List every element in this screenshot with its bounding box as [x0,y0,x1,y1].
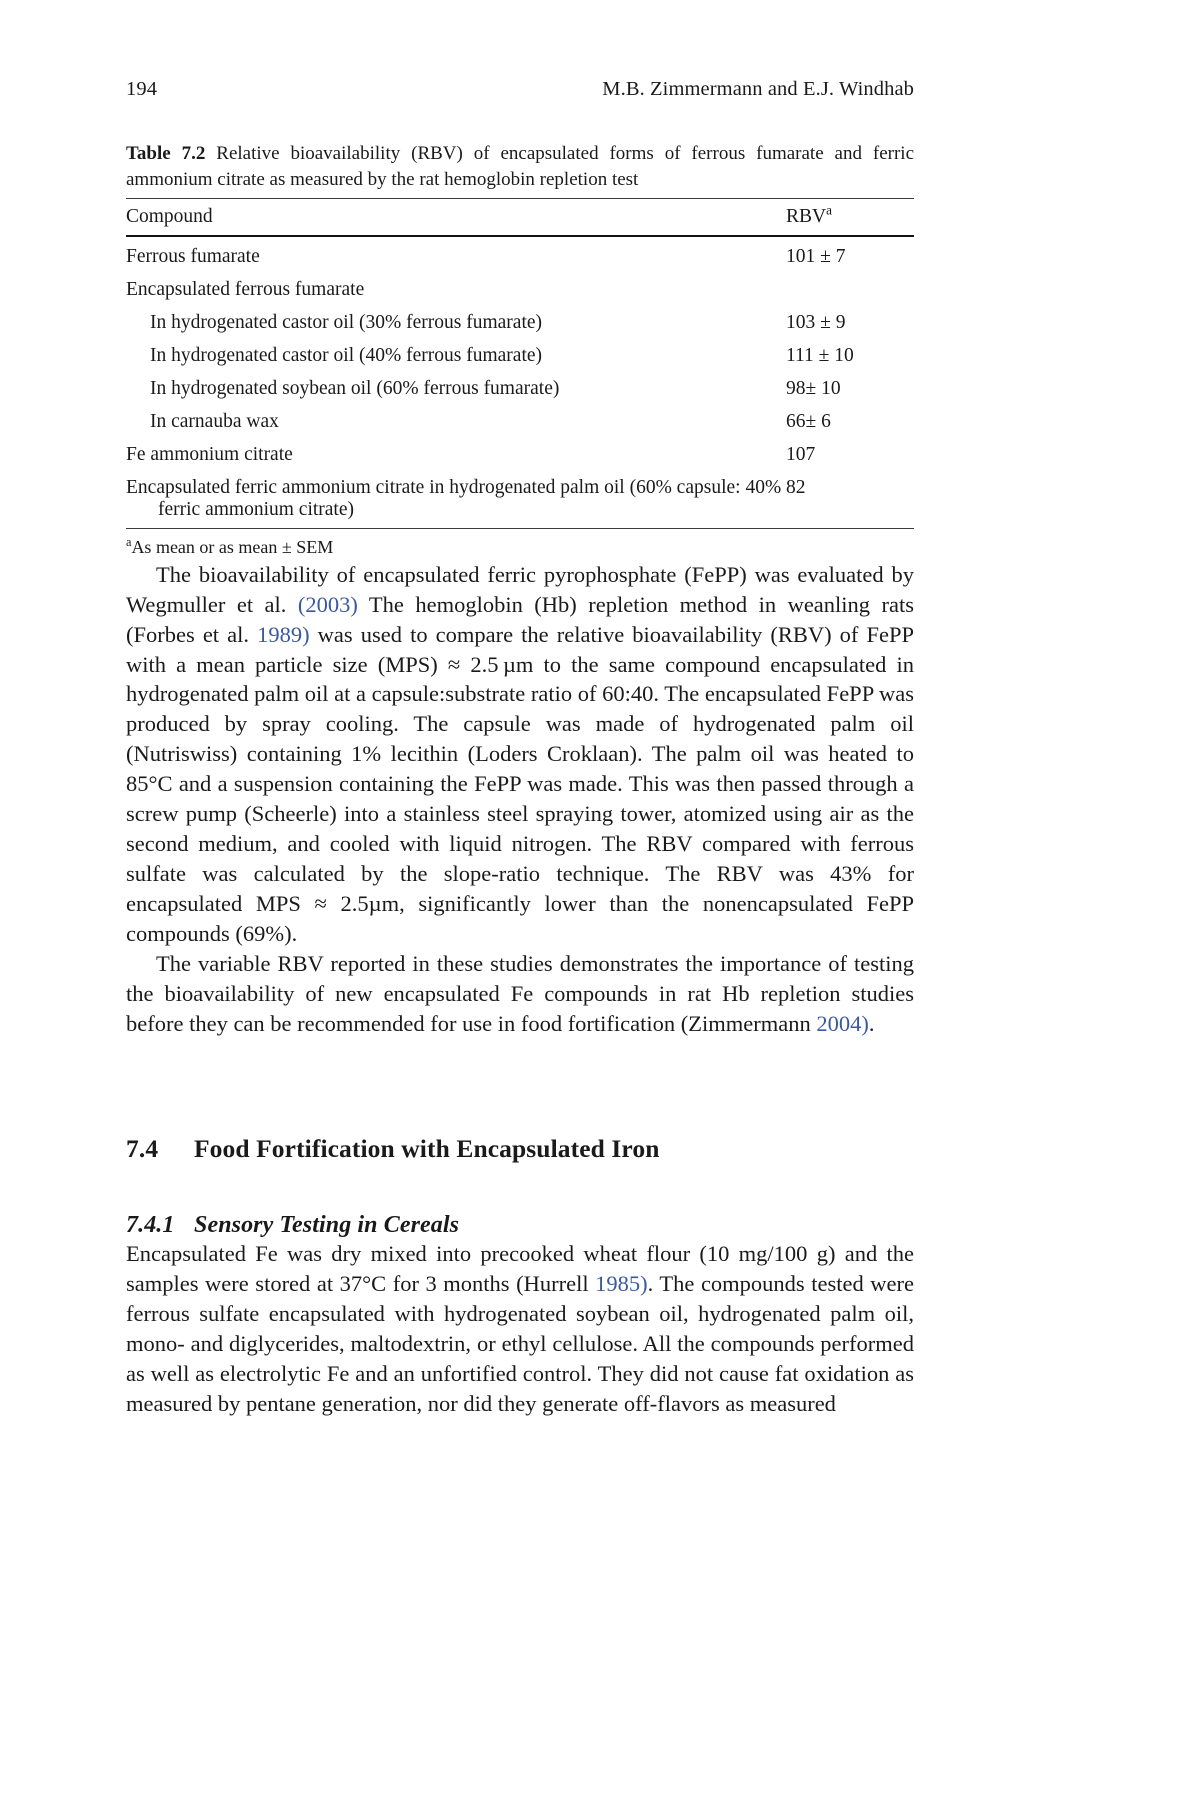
table-row [126,472,914,529]
paragraph-text-segment: Encapsulated Fe was dry mixed into precooked wheat flour (10 mg/100 g) and the samples were stored at 37°C for 3 months (Hurrell [126,1241,914,1297]
cell-rbv: 98± 10 [786,378,841,400]
table-row [126,406,914,439]
table-row [126,439,914,472]
column-header-rbv-superscript: a [826,202,832,218]
citation-link-zimmermann-2004[interactable]: 2004) [816,1010,869,1036]
running-head [126,0,914,101]
table-caption-text: Relative bioavailability (RBV) of encapsulated forms of ferrous fumarate and ferric ammonium citrate as measured by the rat hemoglobin repletion test [126,143,914,191]
paragraph-text-segment: . [868,1010,875,1036]
cell-compound [126,472,786,529]
table-footnote-text: As mean or as mean ± SEM [131,537,334,558]
cell-compound-line2: ferric ammonium citrate) [158,499,354,521]
page-content [126,0,914,1419]
subsection-title: Sensory Testing in Cereals [194,1212,460,1239]
cell-rbv: 101 ± 7 [786,246,846,268]
paragraph-text-segment: . The compounds tested were ferrous sulfate encapsulated with hydrogenated soybean oil, hydrogenated palm oil, mono- and diglycerides, maltodextrin, or ethyl cellulose. All the compounds performed as well as electrolytic Fe and an unfortified control. They did not cause fat oxidation as measured by pentane generation, nor did they generate off-flavors as measured [126,1271,914,1417]
cell-compound: In carnauba wax [150,411,279,433]
cell-compound: In hydrogenated castor oil (30% ferrous fumarate) [150,312,543,334]
running-head-authors: M.B. Zimmermann and E.J. Windhab [602,78,914,100]
paragraph-variable-rbv [126,949,914,1039]
cell-rbv [786,274,914,307]
cell-compound: In hydrogenated castor oil (40% ferrous fumarate) [150,345,543,367]
table-row [126,373,914,406]
table-footnote-marker: a [126,535,132,550]
cell-rbv: 82 [786,472,914,529]
table-label: Table 7.2 [126,143,206,164]
table-7-2 [126,141,914,560]
column-header-compound: Compound [126,199,786,237]
cell-rbv: 107 [786,444,816,466]
cell-rbv: 111 ± 10 [786,345,854,367]
section-heading-7-4 [126,1134,914,1164]
table-row [126,307,914,340]
citation-link-wegmuller-2003[interactable]: (2003) [297,591,358,617]
paragraph-fepp-bioavailability [126,560,914,949]
cell-compound: Ferrous fumarate [126,246,260,268]
cell-compound-line1: Encapsulated ferric ammonium citrate in hydrogenated palm oil (60% capsule: 40% [126,477,782,499]
table-row [126,274,914,307]
cell-rbv: 66± 6 [786,411,831,433]
paragraph-text-segment: The hemoglobin (Hb) repletion method in weanling rats (Forbes et al. [126,591,914,647]
rbv-table [126,198,914,529]
table-row [126,236,914,274]
table-footnote [126,529,914,559]
table-header-row [126,199,914,237]
subsection-number: 7.4.1 [126,1212,175,1239]
cell-compound: Fe ammonium citrate [126,444,293,466]
table-body [126,236,914,529]
paragraph-text-segment: The variable RBV reported in these studies demonstrates the importance of testing the bioavailability of new encapsulated Fe compounds in rat Hb repletion studies before they can be recommended for use in food fortification (Zimmermann [126,950,914,1036]
table-row [126,340,914,373]
paragraph-text-segment: The bioavailability of encapsulated ferric pyrophosphate (FePP) was evaluated by Wegmuller et al. [126,561,914,617]
citation-link-hurrell-1985[interactable]: 1985) [595,1271,648,1297]
table-head [126,199,914,237]
column-header-rbv [786,199,914,237]
paragraph-sensory-testing [126,1239,914,1419]
citation-link-forbes-1989[interactable]: 1989) [257,621,310,647]
paragraph-text-segment: was used to compare the relative bioavailability (RBV) of FePP with a mean particle size (MPS) ≈ 2.5 µm to the same compound encapsulated in hydrogenated palm oil at a capsule:substrate ratio of 60:40. The encapsulated FePP was produced by spray cooling. The capsule was made of hydrogenated palm oil (Nutriswiss) containing 1% lecithin (Loders Croklaan). The palm oil was heated to 85°C and a suspension containing the FePP was made. This was then passed through a screw pump (Scheerle) into a stainless steel spraying tower, atomized using air as the second medium, and cooled with liquid nitrogen. The RBV compared with ferrous sulfate was calculated by the slope-ratio technique. The RBV was 43% for encapsulated MPS ≈ 2.5µm, significantly lower than the nonencapsulated FePP compounds (69%). [126,621,915,946]
subsection-heading-7-4-1 [126,1212,914,1239]
cell-rbv: 103 ± 9 [786,312,846,334]
table-caption [126,141,914,193]
cell-compound: In hydrogenated soybean oil (60% ferrous fumarate) [150,378,560,400]
section-number: 7.4 [126,1134,159,1164]
page-number: 194 [126,78,158,100]
column-header-rbv-text: RBV [786,206,827,228]
cell-compound: Encapsulated ferrous fumarate [126,279,365,301]
section-title: Food Fortification with Encapsulated Iron [194,1134,660,1164]
